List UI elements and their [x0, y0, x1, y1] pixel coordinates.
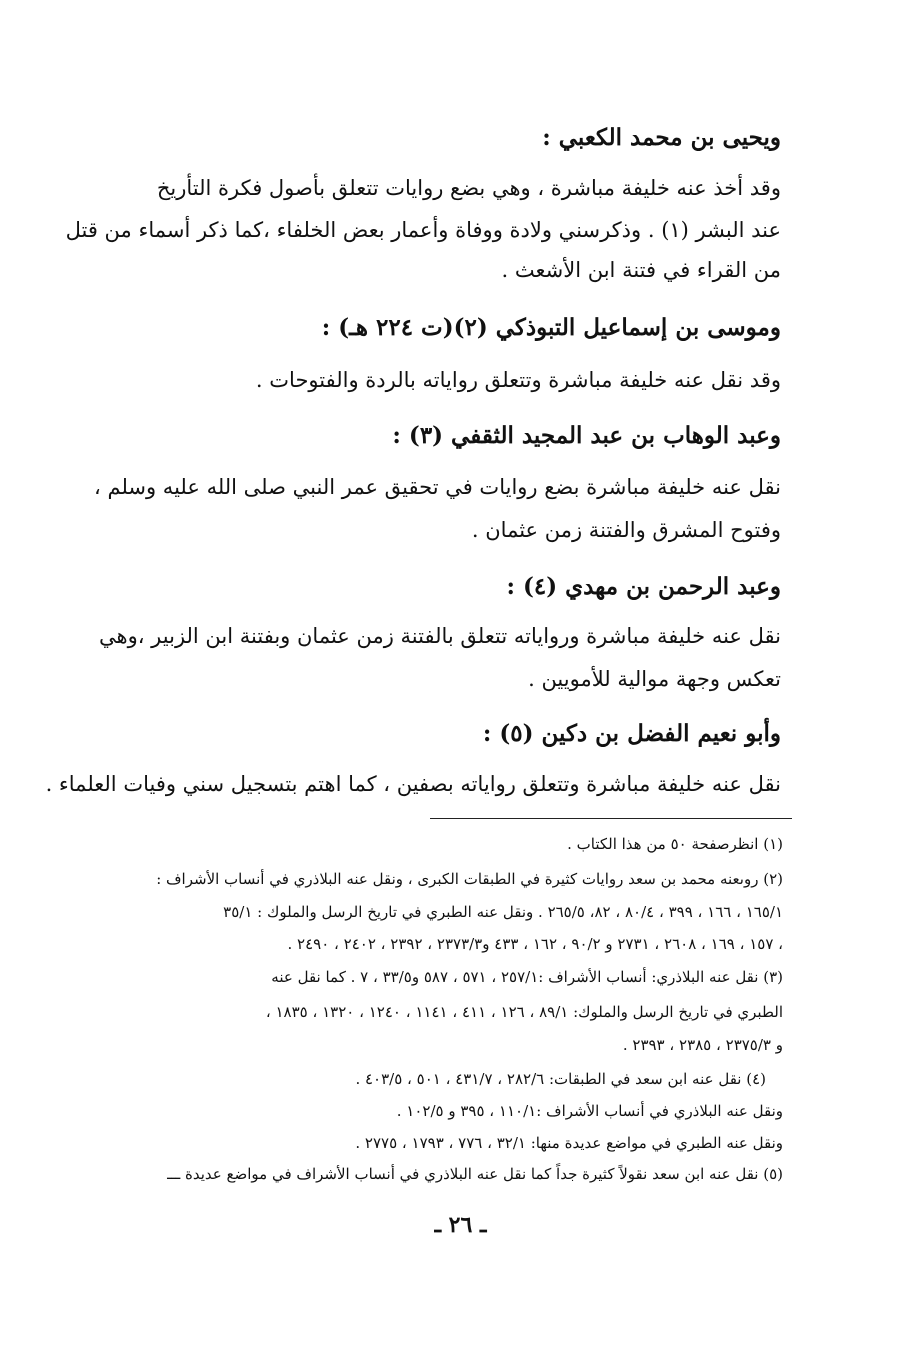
page-number: ـ ٢٦ ـ	[434, 1212, 487, 1238]
section-heading: وعبد الوهاب بن عبد المجيد الثقفي (٣) :	[392, 422, 781, 449]
section-heading: وأبو نعيم الفضل بن دكين (٥) :	[482, 720, 781, 747]
section-heading: وعبد الرحمن بن مهدي (٤) :	[506, 573, 781, 600]
footnote-line: ونقل عنه الطبري في مواضع عديدة منها: ٣٢/١ ، ٧٧٦ ، ١٧٩٣ ، ٢٧٧٥ .	[355, 1134, 783, 1152]
footnote-line: الطبري في تاريخ الرسل والملوك: ٨٩/١ ، ١٢٦ ، ٤١١ ، ١١٤١ ، ١٢٤٠ ، ١٣٢٠ ، ١٨٣٥ ،	[265, 1003, 783, 1021]
footnote-line: و ٢٣٧٥/٣ ، ٢٣٨٥ ، ٢٣٩٣ .	[622, 1036, 783, 1054]
paragraph-line: وفتوح المشرق والفتنة زمن عثمان .	[471, 518, 781, 542]
section-heading: ويحيى بن محمد الكعبي :	[542, 124, 781, 151]
footnote-line: (٢) روىعنه محمد بن سعد روايات كثيرة في الطبقات الكبرى ، ونقل عنه البلاذري في أنساب الأشراف :	[156, 870, 783, 888]
footnote-line: (٥) نقل عنه ابن سعد نقولاً كثيرة جداً كما نقل عنه البلاذري في أنساب الأشراف في مواضع عديدة ـــ	[167, 1165, 783, 1183]
footnote-line: (٤) نقل عنه ابن سعد في الطبقات: ٢٨٢/٦ ، ٤٣١/٧ ، ٥٠١ ، ٤٠٣/٥ .	[355, 1070, 766, 1088]
paragraph-line: نقل عنه خليفة مباشرة ورواياته تتعلق بالفتنة زمن عثمان وبفتنة ابن الزبير ،وهي	[99, 624, 781, 648]
footnote-line: ١٦٥/١ ، ١٦٦ ، ٣٩٩ ، ٨٠/٤ ، ٨٢، ٢٦٥/٥ . ونقل عنه الطبري في تاريخ الرسل والملوك : ٣٥/١	[223, 903, 783, 921]
paragraph-line: وقد نقل عنه خليفة مباشرة وتتعلق رواياته بالردة والفتوحات .	[255, 368, 781, 392]
paragraph-line: نقل عنه خليفة مباشرة وتتعلق رواياته بصفين ، كما اهتم بتسجيل سني وفيات العلماء .	[45, 772, 781, 796]
paragraph-line: نقل عنه خليفة مباشرة بضع روايات في تحقيق عمر النبي صلى الله عليه وسلم ،	[94, 475, 781, 499]
footnote-divider	[430, 818, 792, 819]
paragraph-line: تعكس وجهة موالية للأمويين .	[528, 667, 781, 691]
paragraph-line: وقد أخذ عنه خليفة مباشرة ، وهي بضع روايات تتعلق بأصول فكرة التأريخ	[156, 176, 781, 200]
paragraph-line: عند البشر (١) . وذكرسني ولادة ووفاة وأعمار بعض الخلفاء ،كما ذكر أسماء من قتل	[65, 218, 781, 242]
footnote-line: (٣) نقل عنه البلاذري: أنساب الأشراف :٢٥٧/١ ، ٥٧١ ، ٥٨٧ و٣٣/٥ ، ٧ . كما نقل عنه	[271, 968, 783, 986]
footnote-line: ونقل عنه البلاذري في أنساب الأشراف :١١٠/١ ، ٣٩٥ و ١٠٢/٥ .	[396, 1102, 783, 1120]
footnote-line: (١) انظرصفحة ٥٠ من هذا الكتاب .	[567, 835, 783, 853]
section-heading: وموسى بن إسماعيل التبوذكي (٢)(ت ٢٢٤ هـ) :	[321, 314, 781, 341]
footnote-line: ، ١٥٧ ، ١٦٩ ، ٢٦٠٨ ، ٢٧٣١ و ٩٠/٢ ، ١٦٢ ، ٤٣٣ و٢٣٧٣/٣ ، ٢٣٩٢ ، ٢٤٠٢ ، ٢٤٩٠ .	[287, 935, 783, 953]
paragraph-line: من القراء في فتنة ابن الأشعث .	[501, 258, 781, 282]
